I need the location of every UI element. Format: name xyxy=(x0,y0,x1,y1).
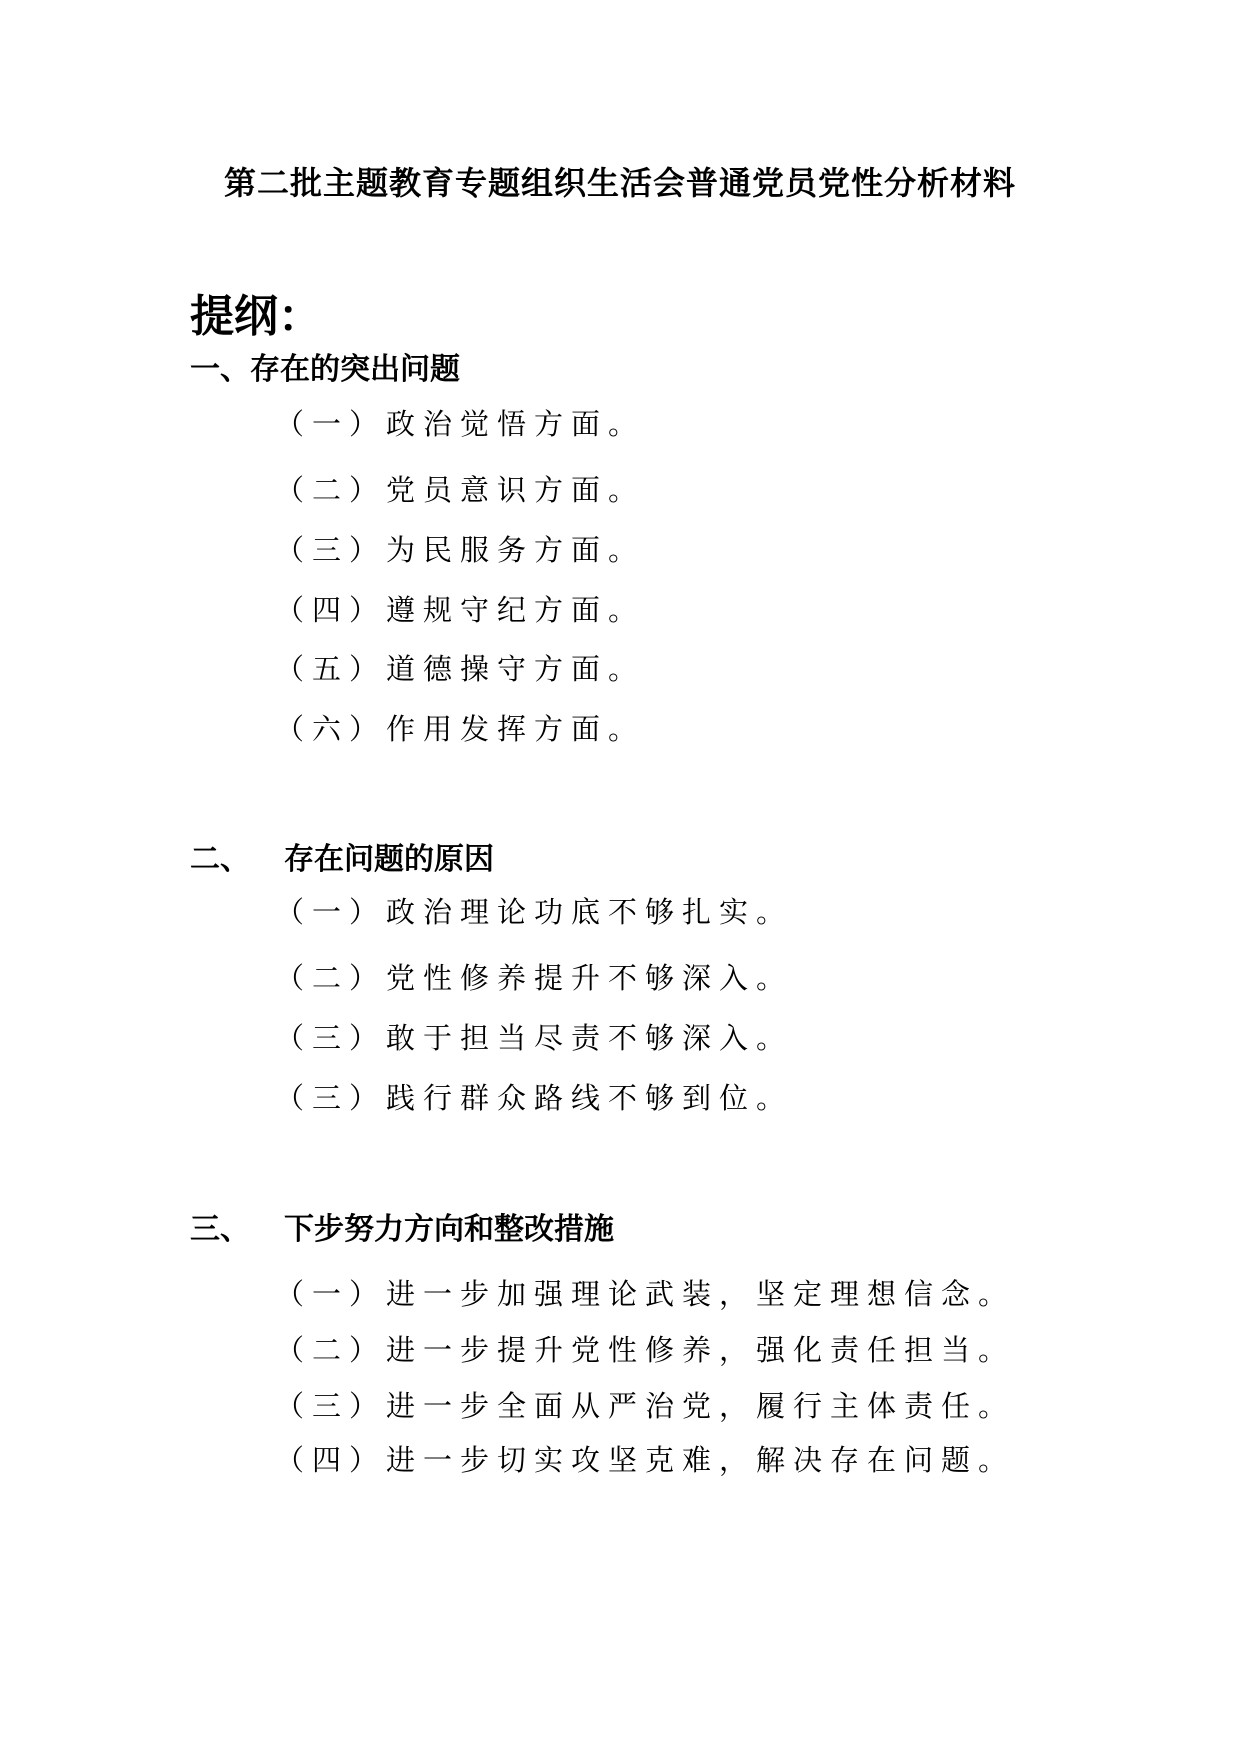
section-heading-2 xyxy=(190,834,494,878)
section-3-item-4: （四）进一步切实攻坚克难，解决存在问题。 xyxy=(275,1443,1016,1477)
section-title-3: 下步努力方向和整改措施 xyxy=(284,1212,614,1247)
section-3-item-2: （二）进一步提升党性修养，强化责任担当。 xyxy=(275,1333,1016,1367)
section-number-2: 二、 xyxy=(190,842,250,877)
section-3-item-3: （三）进一步全面从严治党，履行主体责任。 xyxy=(275,1389,1016,1423)
section-3-item-1: （一）进一步加强理论武装，坚定理想信念。 xyxy=(275,1277,1016,1311)
section-1-item-3: （三）为民服务方面。 xyxy=(275,533,646,567)
section-1-item-2: （二）党员意识方面。 xyxy=(275,473,646,507)
section-1-item-6: （六）作用发挥方面。 xyxy=(275,712,646,746)
section-1-item-5: （五）道德操守方面。 xyxy=(275,652,646,686)
document-title: 第二批主题教育专题组织生活会普通党员党性分析材料 xyxy=(223,164,1016,202)
section-2-item-3: （三）敢于担当尽责不够深入。 xyxy=(275,1021,794,1055)
section-2-item-4: （三）践行群众路线不够到位。 xyxy=(275,1081,794,1115)
section-heading-3 xyxy=(190,1204,614,1248)
section-heading-1: 一、存在的突出问题 xyxy=(190,352,460,387)
section-1-item-1: （一）政治觉悟方面。 xyxy=(275,407,646,441)
section-2-item-1: （一）政治理论功底不够扎实。 xyxy=(275,895,794,929)
outline-label: 提纲： xyxy=(190,291,322,342)
section-1-item-4: （四）遵规守纪方面。 xyxy=(275,593,646,627)
section-title-2: 存在问题的原因 xyxy=(284,842,494,877)
section-number-3: 三、 xyxy=(190,1212,250,1247)
section-2-item-2: （二）党性修养提升不够深入。 xyxy=(275,961,794,995)
